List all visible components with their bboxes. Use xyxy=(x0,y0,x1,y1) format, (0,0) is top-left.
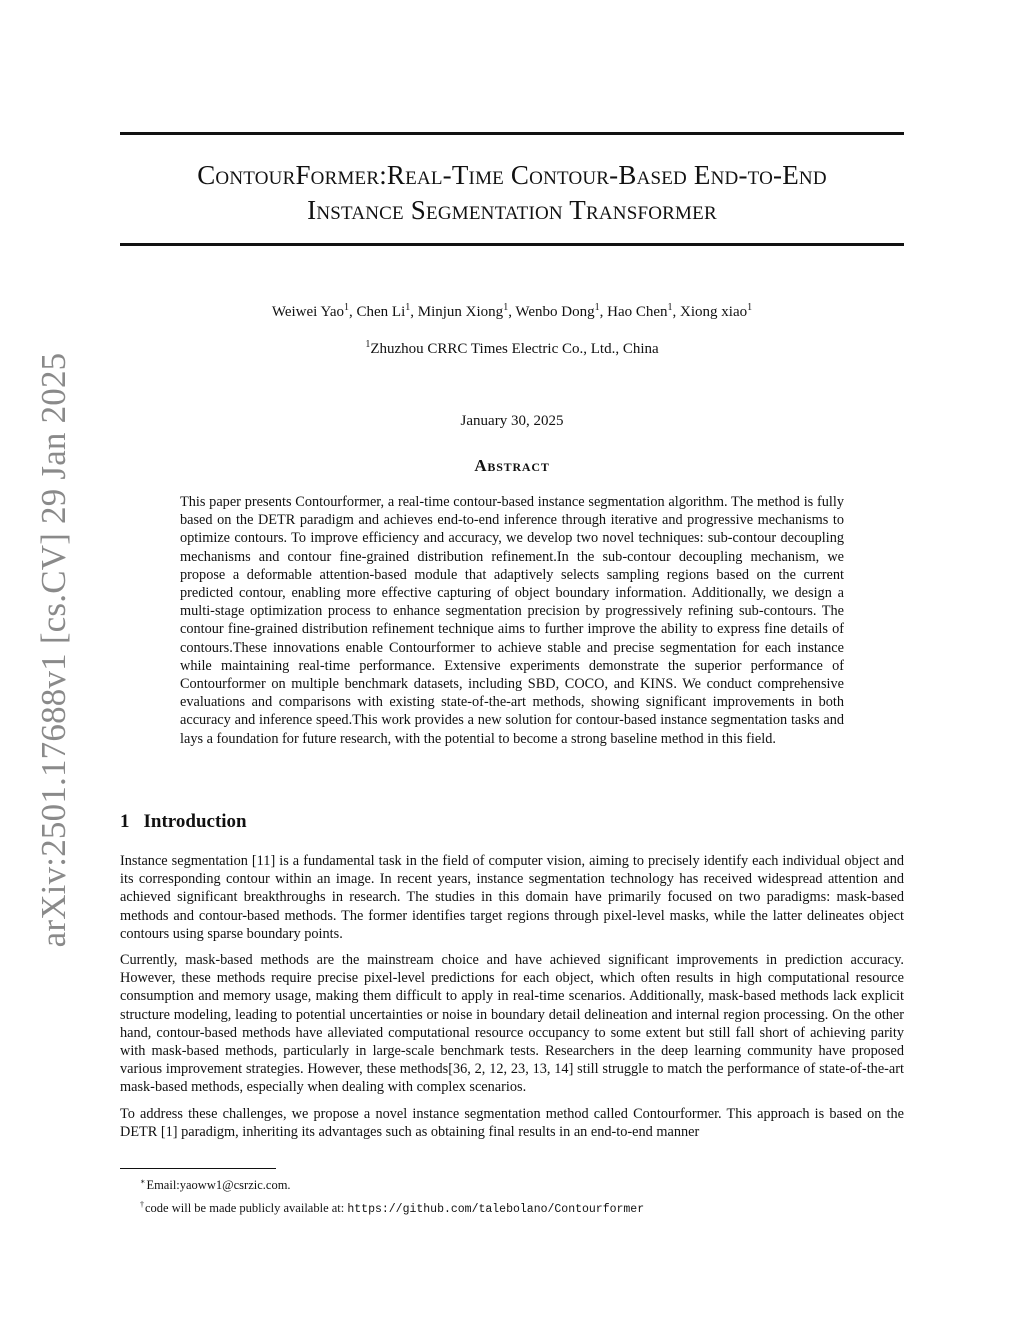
footnotes xyxy=(140,1172,644,1219)
author: Weiwei Yao$^1$ xyxy=(271,302,349,320)
footnote-code: †code will be made publicly available at: https://github.com/talebolano/Contourformer xyxy=(140,1200,645,1217)
author: Chen Li$^1$ xyxy=(356,302,411,320)
paper-date: January 30, 2025 xyxy=(460,413,564,429)
paper-title xyxy=(120,158,904,228)
introduction-body xyxy=(120,852,904,1149)
body-paragraph: Currently, mask-based methods are the mainstream choice and have achieved significant improvements in prediction accuracy. However, these methods require precise pixel-level predictions for each object, which often results in high computational resource consumption and memory usage, making them difficult to apply in real-time scenarios. Additionally, mask-based methods lack explicit structure modeling, leading to potential uncertainties or noise in boundary detail delineation and internal region processing. On the other hand, contour-based methods have alleviated computational resource occupancy to some extent but still fall short of achieving parity with mask-based methods, particularly in large-scale benchmark tests. Researchers in the deep learning community have proposed various improvement strategies. However, these methods[36, 2, 12, 23, 13, 14] still struggle to match the performance of state-of-the-art mask-based methods, especially when dealing with complex scenarios. xyxy=(120,952,904,1096)
author: Minjun Xiong$^1$ xyxy=(417,302,509,320)
title-top-rule xyxy=(120,132,904,135)
affiliation: $^1$Zhuzhou CRRC Times Electric Co., Ltd., China xyxy=(365,339,659,357)
title-bottom-rule xyxy=(120,243,904,246)
author: Hao Chen$^1$ xyxy=(607,302,673,320)
abstract-heading: Abstract xyxy=(474,456,550,475)
footnote-email: ∗Email:yaoww1@csrzic.com. xyxy=(140,1177,291,1193)
title-line-1: ContourFormer:Real-Time Contour-Based End-to-End xyxy=(197,160,827,190)
author-list: Weiwei Yao$^1$, Chen Li$^1$, Minjun Xiong$^1$, Wenbo Dong$^1$, Hao Chen$^1$, Xiong xiao$^1$ xyxy=(271,302,753,320)
body-paragraph: To address these challenges, we propose a novel instance segmentation method called Contourformer. This approach is based on the DETR [1] paradigm, inheriting its advantages such as obtaining final results in an end-to-end manner xyxy=(120,1105,904,1140)
author: Wenbo Dong$^1$ xyxy=(515,302,600,320)
author: Xiong xiao$^1$ xyxy=(680,302,753,320)
abstract-text: This paper presents Contourformer, a real-time contour-based instance segmentation algorithm. The method is fully based on the DETR paradigm and achieves end-to-end inference through iterative and progressive mechanisms to optimize contours. To improve efficiency and accuracy, we develop two novel techniques: sub-contour decoupling mechanisms and contour fine-grained distribution refinement.In the sub-contour decoupling mechanism, we propose a deformable attention-based module that adaptively selects sampling regions based on the current predicted contour, enabling more effective capturing of object boundary information. Additionally, we design a multi-stage optimization process to enhance segmentation precision by progressively refining sub-contours. The contour fine-grained distribution refinement technique aims to further improve the ability to express fine details of contours.These innovations enable Contourformer to achieve stable and precise segmentation for each instance while maintaining real-time performance. Extensive experiments demonstrate the superior performance of Contourformer on multiple benchmark datasets, including SBD, COCO, and KINS. We conduct comprehensive evaluations and comparisons with existing state-of-the-art methods, showing significant improvements in both accuracy and inference speed.This work provides a new solution for contour-based instance segmentation tasks and lays a foundation for future research, with the potential to become a strong baseline method in this field. xyxy=(180,494,844,747)
footnote-rule xyxy=(120,1168,276,1169)
arxiv-identifier: arXiv:2501.17688v1 [cs.CV] 29 Jan 2025 xyxy=(34,352,73,948)
section-heading-introduction: 1 Introduction xyxy=(120,811,247,832)
code-repository-link[interactable]: https://github.com/talebolano/Contourformer xyxy=(347,1203,645,1217)
body-paragraph: Instance segmentation [11] is a fundamental task in the field of computer vision, aiming to precisely identify each individual object and its corresponding contour within an image. In recent years, instance segmentation technology has received widespread attention and achieved significant breakthroughs in research. The studies in this domain have primarily focused on two paradigms: mask-based methods and contour-based methods. The former identifies target regions through pixel-level masks, while the latter delineates object contours using sparse boundary points. xyxy=(120,853,904,942)
title-line-2: Instance Segmentation Transformer xyxy=(307,195,717,225)
